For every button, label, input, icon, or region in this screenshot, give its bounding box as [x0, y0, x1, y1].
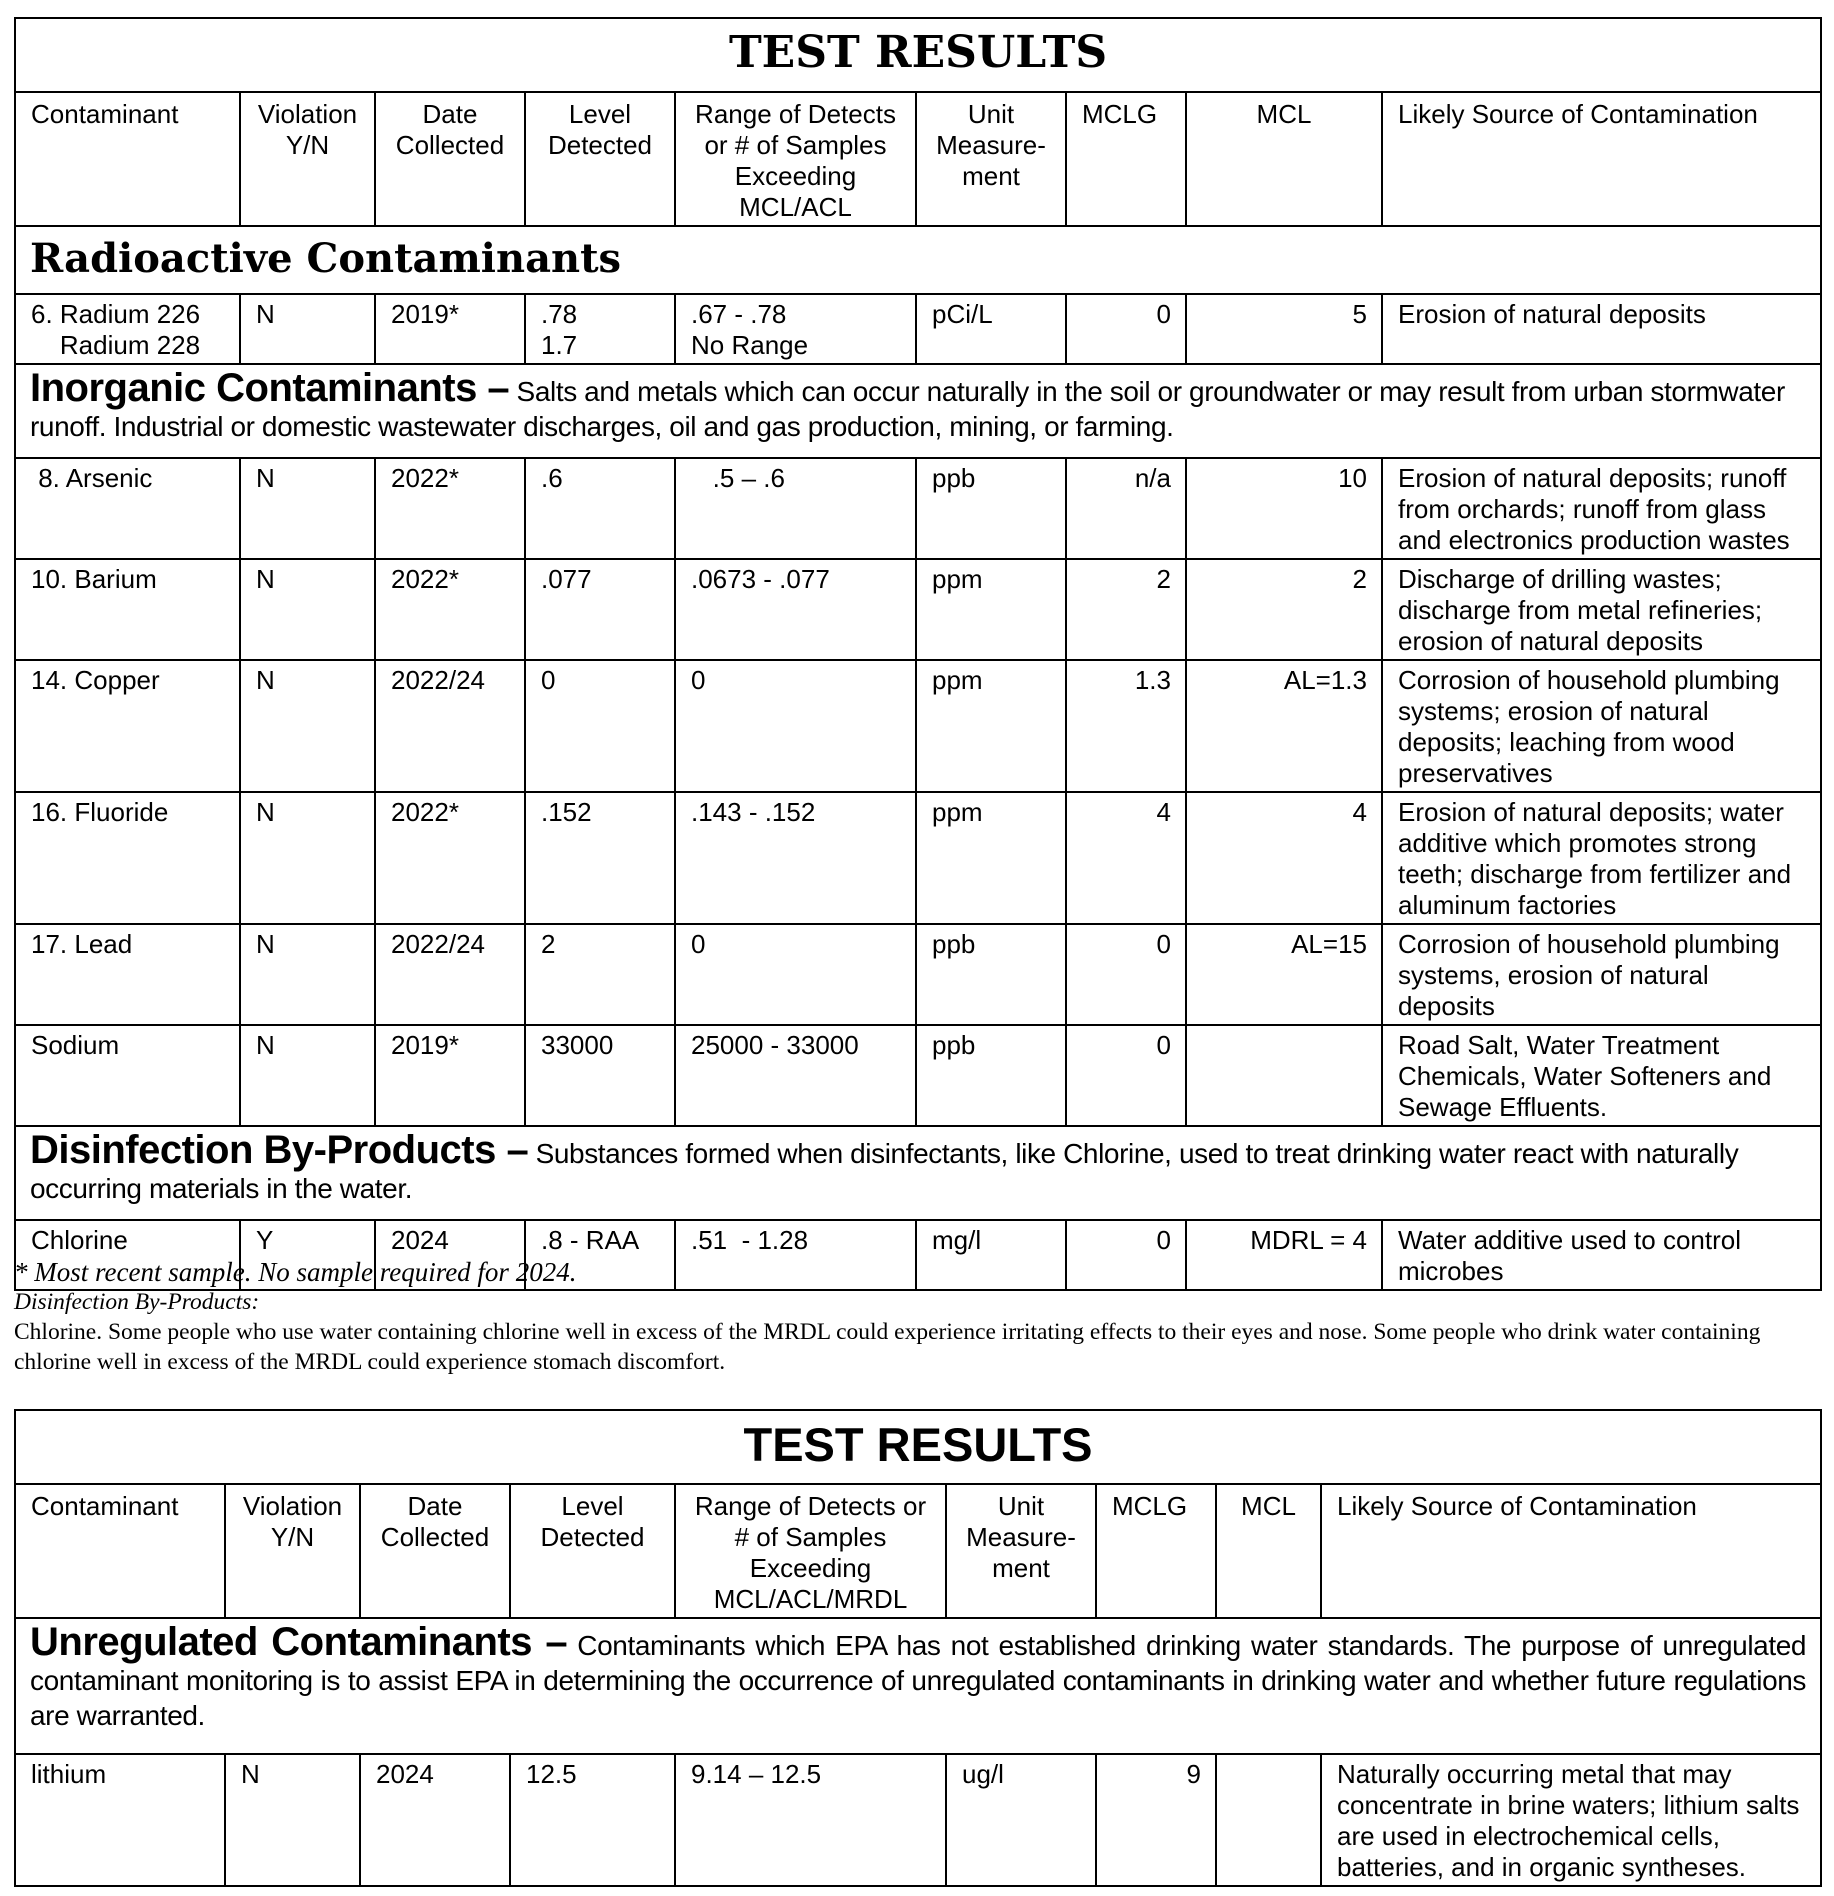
cell-violation: N [240, 559, 375, 660]
header-range: Range of Detects or # of Samples Exceeding MCL/ACL/MRDL [675, 1484, 946, 1618]
cell-date: 2022* [375, 559, 525, 660]
cell-violation: N [225, 1754, 360, 1886]
cell-level: 12.5 [510, 1754, 675, 1886]
cell-range: .143 - .152 [675, 792, 916, 924]
cell-mclg: 0 [1066, 1220, 1186, 1290]
cell-mcl: 5 [1186, 294, 1382, 364]
table-row [15, 924, 1821, 1025]
section-heading: Disinfection By-Products – [30, 1128, 529, 1172]
cell-contaminant: lithium [15, 1754, 225, 1886]
header-unit: Unit Measure- ment [946, 1484, 1096, 1618]
header-source: Likely Source of Contamination [1382, 92, 1821, 226]
table-row [15, 1025, 1821, 1126]
cell-unit: ppb [916, 1025, 1066, 1126]
footnotes [14, 1257, 1820, 1377]
footnote-chlorine-note: Chlorine. Some people who use water containing chlorine well in excess of the MRDL could experience irritating effects to their eyes and nose. Some people who drink water containing chlorine well in excess of the MRDL could experience stomach discomfort. [14, 1319, 1761, 1375]
cell-date: 2024 [360, 1754, 510, 1886]
cell-violation: N [240, 294, 375, 364]
header-mcl: MCL [1216, 1484, 1321, 1618]
cell-date: 2019* [375, 1025, 525, 1126]
cell-date: 2024 [375, 1220, 525, 1290]
cell-level: .6 [525, 458, 675, 559]
test-results-table-2 [14, 1409, 1822, 1887]
cell-source: Road Salt, Water Treatment Chemicals, Water Softeners and Sewage Effluents. [1382, 1025, 1821, 1126]
cell-unit: ppb [916, 458, 1066, 559]
cell-level: .78 1.7 [525, 294, 675, 364]
header-range: Range of Detects or # of Samples Exceeding MCL/ACL [675, 92, 916, 226]
cell-range: 25000 - 33000 [675, 1025, 916, 1126]
cell-mclg: 0 [1066, 1025, 1186, 1126]
cell-level: .077 [525, 559, 675, 660]
cell-level: 2 [525, 924, 675, 1025]
table-title: TEST RESULTS [15, 1410, 1821, 1484]
cell-unit: ug/l [946, 1754, 1096, 1886]
section-description: Substances formed when disinfectants, like Chlorine, used to treat drinking water react with naturally occurring materials in the water. [30, 1138, 1739, 1204]
section-description: Contaminants which EPA has not established drinking water standards. The purpose of unregulated contaminant monitoring is to assist EPA in determining the occurrence of unregulated contaminants in drinking water and whether future regulations are warranted. [30, 1630, 1807, 1731]
cell-mclg: 9 [1096, 1754, 1216, 1886]
cell-range: .5 – .6 [675, 458, 916, 559]
cell-mcl: MDRL = 4 [1186, 1220, 1382, 1290]
cell-source: Erosion of natural deposits; water additive which promotes strong teeth; discharge from fertilizer and aluminum factories [1382, 792, 1821, 924]
header-violation: Violation Y/N [225, 1484, 360, 1618]
header-unit: Unit Measure- ment [916, 92, 1066, 226]
table-row [15, 792, 1821, 924]
cell-range: 0 [675, 924, 916, 1025]
header-violation: Violation Y/N [240, 92, 375, 226]
header-date: Date Collected [375, 92, 525, 226]
cell-mcl [1216, 1754, 1321, 1886]
header-level: Level Detected [525, 92, 675, 226]
section-description: Salts and metals which can occur naturally in the soil or groundwater or may result from urban stormwater runoff. Industrial or domestic wastewater discharges, oil and gas production, mining, or farming. [30, 376, 1785, 442]
header-level: Level Detected [510, 1484, 675, 1618]
footnote-recent-sample: * Most recent sample. No sample required for 2024. [14, 1257, 577, 1287]
cell-contaminant: 16. Fluoride [15, 792, 240, 924]
cell-unit: pCi/L [916, 294, 1066, 364]
footnote-dbp-label: Disinfection By-Products: [14, 1289, 260, 1315]
cell-source: Erosion of natural deposits [1382, 294, 1821, 364]
cell-mclg: 4 [1066, 792, 1186, 924]
cell-unit: ppm [916, 559, 1066, 660]
header-mcl: MCL [1186, 92, 1382, 226]
cell-contaminant: 14. Copper [15, 660, 240, 792]
cell-source: Discharge of drilling wastes; discharge from metal refineries; erosion of natural deposits [1382, 559, 1821, 660]
cell-level: 0 [525, 660, 675, 792]
cell-contaminant: 17. Lead [15, 924, 240, 1025]
table-row [15, 458, 1821, 559]
header-source: Likely Source of Contamination [1321, 1484, 1821, 1618]
cell-mcl: 2 [1186, 559, 1382, 660]
header-mclg: MCLG [1066, 92, 1186, 226]
cell-contaminant: 10. Barium [15, 559, 240, 660]
cell-level: .8 - RAA [525, 1220, 675, 1290]
cell-mcl: 10 [1186, 458, 1382, 559]
cell-contaminant: 8. Arsenic [15, 458, 240, 559]
cell-date: 2022* [375, 458, 525, 559]
cell-date: 2022/24 [375, 660, 525, 792]
cell-mclg: 1.3 [1066, 660, 1186, 792]
section-heading: Inorganic Contaminants – [30, 366, 510, 410]
cell-range: 9.14 – 12.5 [675, 1754, 946, 1886]
cell-level: 33000 [525, 1025, 675, 1126]
cell-mclg: 0 [1066, 924, 1186, 1025]
cell-source: Water additive used to control microbes [1382, 1220, 1821, 1290]
table-row [15, 1754, 1821, 1886]
header-contaminant: Contaminant [15, 1484, 225, 1618]
cell-violation: N [240, 660, 375, 792]
cell-violation: N [240, 458, 375, 559]
cell-date: 2022/24 [375, 924, 525, 1025]
cell-mcl [1186, 1025, 1382, 1126]
section-heading: Unregulated Contaminants – [30, 1620, 568, 1664]
cell-source: Naturally occurring metal that may concentrate in brine waters; lithium salts are used in electrochemical cells, batteries, and in organic syntheses. [1321, 1754, 1821, 1886]
cell-range: .67 - .78 No Range [675, 294, 916, 364]
cell-violation: N [240, 924, 375, 1025]
header-row [15, 1484, 1821, 1618]
header-contaminant: Contaminant [15, 92, 240, 226]
cell-range: .0673 - .077 [675, 559, 916, 660]
cell-unit: ppm [916, 660, 1066, 792]
cell-unit: ppb [916, 924, 1066, 1025]
cell-range: 0 [675, 660, 916, 792]
cell-source: Corrosion of household plumbing systems; erosion of natural deposits; leaching from wood preservatives [1382, 660, 1821, 792]
section-inorganic [15, 364, 1821, 458]
test-results-table-1 [14, 17, 1822, 1291]
cell-mcl: 4 [1186, 792, 1382, 924]
cell-source: Corrosion of household plumbing systems, erosion of natural deposits [1382, 924, 1821, 1025]
cell-range: .51 - 1.28 [675, 1220, 916, 1290]
cell-mcl: AL=1.3 [1186, 660, 1382, 792]
table-row [15, 559, 1821, 660]
cell-violation: N [240, 792, 375, 924]
cell-mclg: n/a [1066, 458, 1186, 559]
cell-date: 2019* [375, 294, 525, 364]
cell-unit: mg/l [916, 1220, 1066, 1290]
section-unregulated [15, 1618, 1821, 1754]
table-row [15, 294, 1821, 364]
table-row [15, 660, 1821, 792]
section-disinfection [15, 1126, 1821, 1220]
header-row [15, 92, 1821, 226]
header-date: Date Collected [360, 1484, 510, 1618]
cell-violation: Y [240, 1220, 375, 1290]
cell-contaminant: 6. Radium 226 Radium 228 [15, 294, 240, 364]
cell-mclg: 2 [1066, 559, 1186, 660]
section-heading: Radioactive Contaminants [30, 235, 622, 282]
cell-violation: N [240, 1025, 375, 1126]
cell-unit: ppm [916, 792, 1066, 924]
cell-level: .152 [525, 792, 675, 924]
header-mclg: MCLG [1096, 1484, 1216, 1618]
table-title: TEST RESULTS [15, 18, 1821, 92]
section-radioactive [15, 226, 1821, 294]
cell-mcl: AL=15 [1186, 924, 1382, 1025]
cell-contaminant: Chlorine [15, 1220, 240, 1290]
cell-mclg: 0 [1066, 294, 1186, 364]
cell-source: Erosion of natural deposits; runoff from orchards; runoff from glass and electronics production wastes [1382, 458, 1821, 559]
cell-date: 2022* [375, 792, 525, 924]
cell-contaminant: Sodium [15, 1025, 240, 1126]
